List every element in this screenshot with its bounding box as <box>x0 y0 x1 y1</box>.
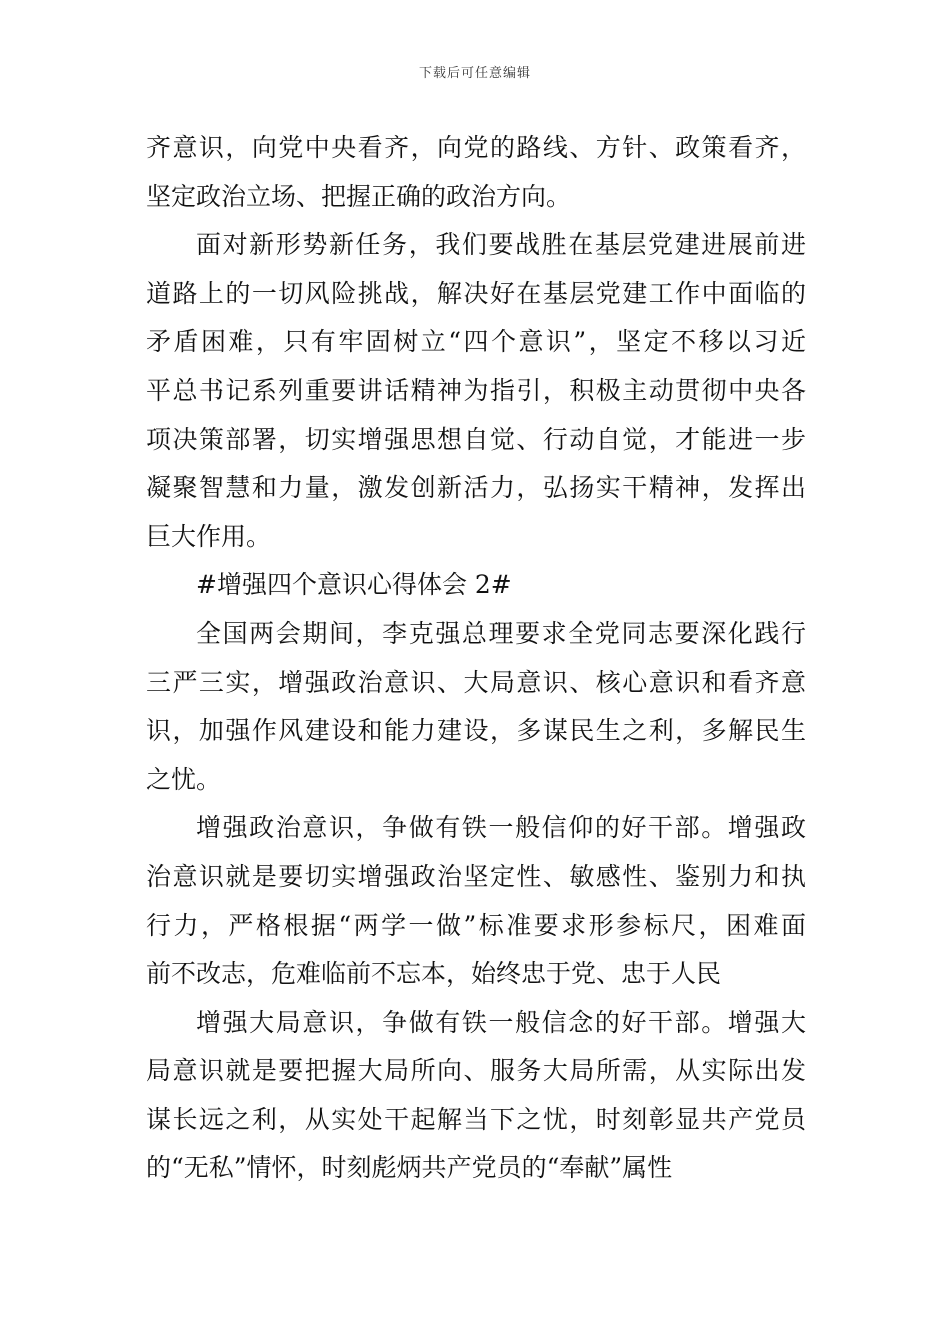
text-line: 面对新形势新任务，我们要战胜在基层党建进展前进 <box>196 230 806 260</box>
text-line: #增强四个意识心得体会 2# <box>196 570 512 600</box>
text-line: 坚定政治立场、把握正确的政治方向。 <box>146 181 572 211</box>
text-line: 项决策部署，切实增强思想自觉、行动自觉，才能进一步 <box>146 424 806 454</box>
document-body <box>146 124 806 1193</box>
text-line: 谋长远之利，从实处干起解当下之忧，时刻彰显共产党员 <box>146 1104 806 1134</box>
text-line: 的“无私”情怀，时刻彪炳共产党员的“奉献”属性 <box>146 1153 673 1183</box>
text-line: 识，加强作风建设和能力建设，多谋民生之利，多解民生 <box>146 716 806 746</box>
text-line: 道路上的一切风险挑战，解决好在基层党建工作中面临的 <box>146 278 806 308</box>
text-line: 前不改志，危难临前不忘本，始终忠于党、忠于人民 <box>146 959 722 989</box>
page-header: 下载后可任意编辑 <box>418 66 531 81</box>
text-line: 矛盾困难，只有牢固树立“四个意识”，坚定不移以习近 <box>146 327 806 357</box>
text-line: 增强大局意识，争做有铁一般信念的好干部。增强大 <box>196 1007 806 1037</box>
text-line: 三严三实，增强政治意识、大局意识、核心意识和看齐意 <box>146 667 806 697</box>
text-line: 齐意识，向党中央看齐，向党的路线、方针、政策看齐， <box>146 133 806 162</box>
text-line: 全国两会期间，李克强总理要求全党同志要深化践行 <box>196 618 806 648</box>
text-line: 治意识就是要切实增强政治坚定性、敏感性、鉴别力和执 <box>146 861 806 891</box>
text-line: 增强政治意识，争做有铁一般信仰的好干部。增强政 <box>196 813 806 843</box>
text-line: 凝聚智慧和力量，激发创新活力，弘扬实干精神，发挥出 <box>146 473 806 503</box>
text-line: 平总书记系列重要讲话精神为指引，积极主动贯彻中央各 <box>146 375 806 405</box>
text-line: 巨大作用。 <box>146 521 272 551</box>
text-line: 之忧。 <box>146 764 222 794</box>
text-line: 行力，严格根据“两学一做”标准要求形参标尺，困难面 <box>146 910 806 940</box>
text-line: 局意识就是要把握大局所向、服务大局所需，从实际出发 <box>146 1056 806 1086</box>
